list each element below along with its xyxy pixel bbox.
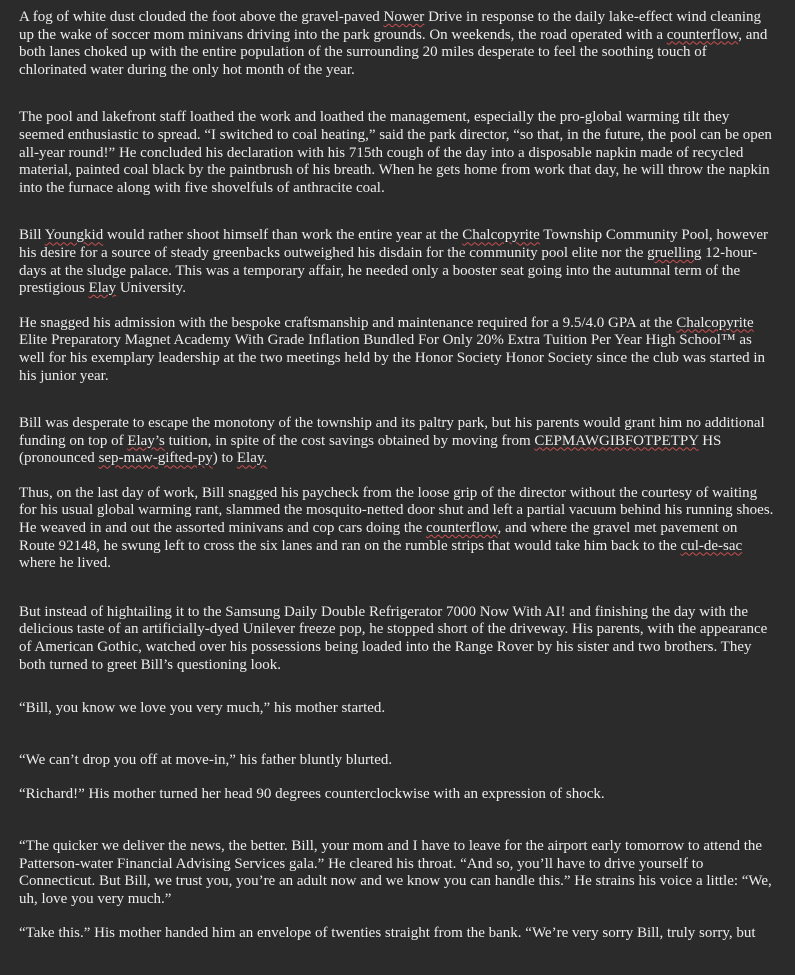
- text-run: Elite Preparatory Magnet Academy With Grade Inflation Bundled For Only 20% Extra Tuition Per Year High School™ as well for his exemplary leadership at the two meetings held by the Honor Society Honor Society since the club was started in his junior year.: [19, 332, 766, 384]
- misspelled-word: Youngkid: [44, 227, 104, 244]
- misspelled-word: counterflow: [666, 26, 739, 43]
- text-run: The pool and lakefront staff loathed the work and loathed the management, especially the pro-global warming tilt they seemed enthusiastic to spread. “I switched to coal heating,” said the park director, “so that, in the future, the pool can be open all-year round!” He concluded his declaration with his 715th cough of the day into a disposable napkin made of recycled material, painted coal black by the paintbrush of his breath. When he gets home from work that day, he will throw the napkin into the furnace along with five shovelfuls of anthracite coal.: [19, 109, 772, 196]
- misspelled-word: gruelling: [647, 244, 702, 261]
- misspelled-word: Chalcopyrite: [676, 314, 754, 331]
- text-run: Bill was desperate to escape the monotony of the township and its paltry park, but his parents would grant him no additional funding on top of: [19, 415, 765, 449]
- text-run: 12-hour-days at the sludge palace. This was a temporary affair, he needed only a booster seat going into the autumnal term of the prestigious: [19, 244, 758, 297]
- text-run: Bill: [19, 227, 45, 244]
- misspelled-word: sep-maw-gifted-py: [98, 450, 213, 467]
- misspelled-word: cul-de-sac: [680, 537, 743, 554]
- text-run: ) to: [212, 450, 237, 467]
- text-run: “Richard!” His mother turned her head 90 degrees counterclockwise with an expression of shock.: [19, 786, 605, 803]
- text-run: Township Community Pool, however his desire for a source of steady greenbacks outweighed his disdain for the community pool elite nor the: [19, 227, 769, 261]
- paragraph-8: [19, 700, 776, 718]
- misspelled-word: counterflow: [425, 520, 498, 537]
- text-run: , and where the gravel met pavement on Route 92148, he swung left to cross the six lanes and ran on the rumble strips that would take him back to the: [19, 520, 738, 554]
- paragraph-7: [19, 604, 776, 674]
- text-run: University.: [116, 280, 186, 297]
- misspelled-word: Chalcopyrite: [462, 227, 540, 244]
- paragraph-6: [19, 485, 776, 573]
- document-body[interactable]: [19, 9, 776, 943]
- text-run: would rather shoot himself than work the entire year at the: [103, 227, 463, 244]
- text-run: “We can’t drop you off at move-in,” his father bluntly blurted.: [19, 751, 393, 768]
- text-run: “Take this.” His mother handed him an envelope of twenties straight from the bank. “We’re very sorry Bill, truly sorry, but: [19, 925, 756, 942]
- paragraph-4: [19, 315, 776, 385]
- text-run: tuition, in spite of the cost savings obtained by moving from: [164, 432, 535, 449]
- paragraph-11: [19, 838, 776, 908]
- text-run: where he lived.: [19, 555, 112, 572]
- paragraph-1: [19, 9, 776, 79]
- text-run: He snagged his admission with the bespoke craftsmanship and maintenance required for a 9.5/4.0 GPA at the: [19, 314, 677, 331]
- misspelled-word: Elay: [88, 280, 117, 297]
- misspelled-word: Nower: [383, 9, 425, 25]
- text-run: But instead of hightailing it to the Samsung Daily Double Refrigerator 7000 Now With AI! and finishing the day with the delicious taste of an artificially-dyed Unilever freeze pop, he stopped short of the driveway. His parents, with the appearance of American Gothic, watched over his possessions being loaded into the Range Rover by his sister and two brothers. They both turned to greet Bill’s questioning look.: [19, 603, 768, 673]
- misspelled-word: CEPMAWGIBFOTPETPY: [534, 432, 699, 449]
- paragraph-5: [19, 415, 776, 468]
- text-run: HS (pronounced: [19, 432, 722, 467]
- paragraph-3: [19, 227, 776, 297]
- text-run: “Bill, you know we love you very much,” his mother started.: [19, 700, 386, 717]
- misspelled-word: Elay.: [236, 450, 268, 467]
- paragraph-12: [19, 925, 776, 943]
- paragraph-9: [19, 752, 776, 770]
- paragraph-2: [19, 109, 776, 197]
- text-run: , and both lanes choked up with the entire population of the surrounding 20 miles desperate to feel the soothing touch of chlorinated water during the only hot month of the year.: [19, 26, 768, 78]
- text-run: “The quicker we deliver the news, the better. Bill, your mom and I have to leave for the airport early tomorrow to attend the Patterson-water Financial Advising Services gala.” He cleared his throat. “And so, you’ll have to drive yourself to Connecticut. But Bill, we trust you, you’re an adult now and we know you can handle this.” He strains his voice a little: “We, uh, love you very much.”: [19, 838, 772, 907]
- misspelled-word: Elay’s: [127, 432, 165, 449]
- text-run: Thus, on the last day of work, Bill snagged his paycheck from the loose grip of the director without the courtesy of waiting for his usual global warming rant, slammed the mosquito-netted door shut and left a partial vacuum behind his running shoes. He weaved in and out the assorted minivans and cop cars doing the: [19, 484, 774, 537]
- text-run: Drive in response to the daily lake-effect wind cleaning up the wake of soccer mom minivans driving into the park grounds. On weekends, the road operated with a: [19, 9, 761, 43]
- text-run: A fog of white dust clouded the foot above the gravel-paved: [19, 9, 384, 25]
- paragraph-10: [19, 786, 776, 804]
